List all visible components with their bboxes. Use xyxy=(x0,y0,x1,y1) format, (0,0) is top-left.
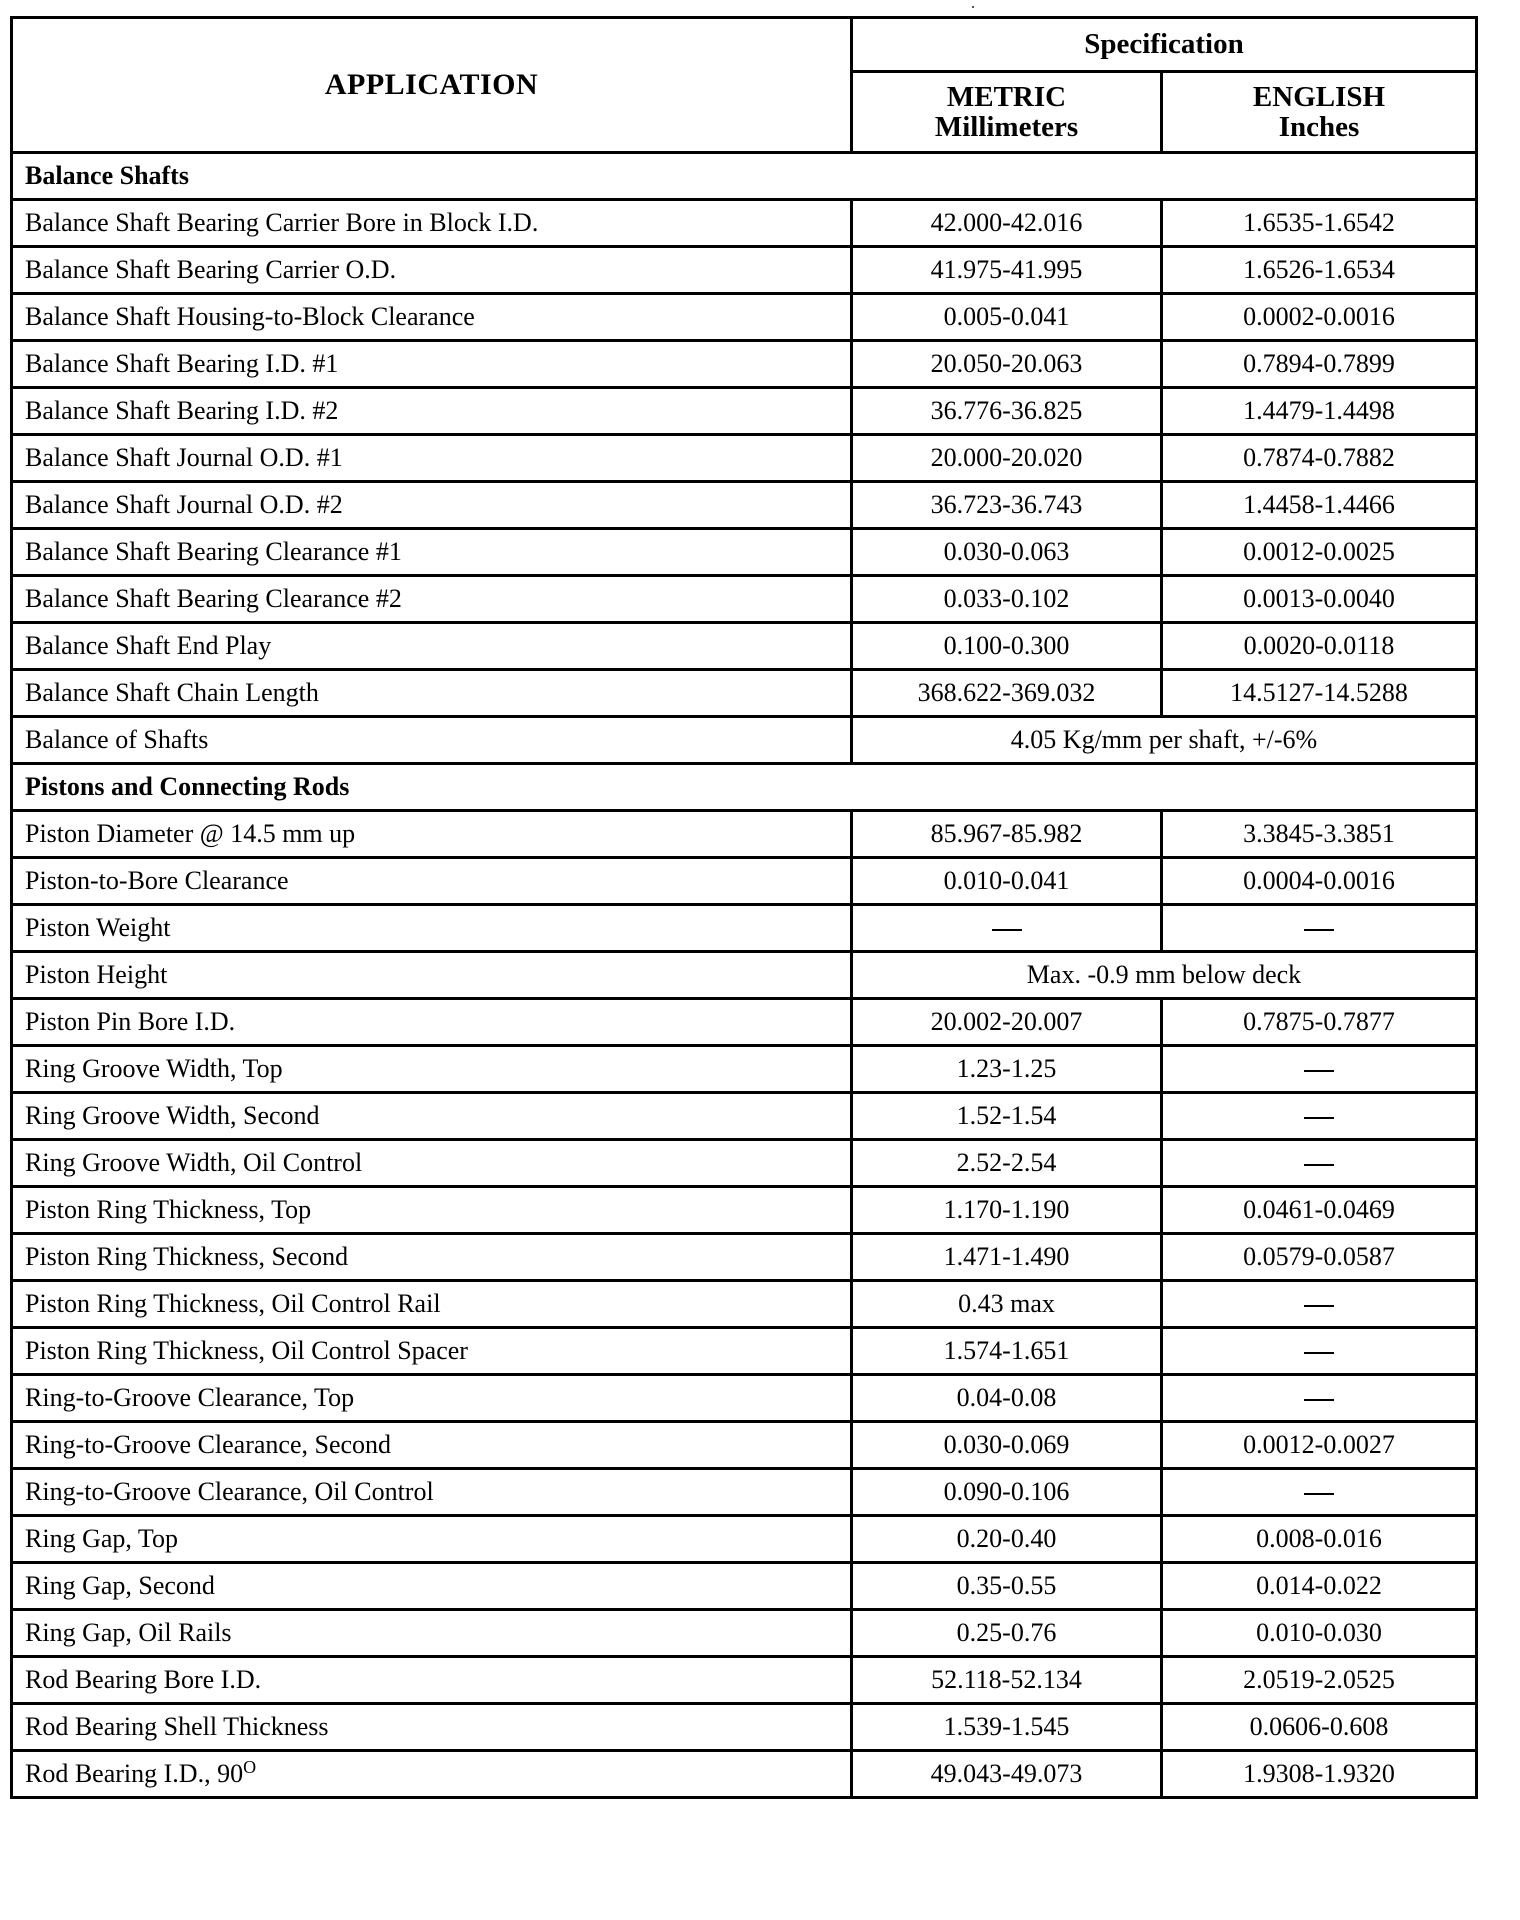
application-label: Balance Shaft Bearing Carrier Bore in Block I.D. xyxy=(25,208,539,237)
english-value: 0.0461-0.0469 xyxy=(1243,1195,1395,1224)
not-applicable-dash-icon xyxy=(1304,1164,1334,1166)
english-value-cell xyxy=(1162,1469,1477,1516)
section-title: Pistons and Connecting Rods xyxy=(12,764,1477,811)
metric-value: 85.967-85.982 xyxy=(930,819,1083,848)
english-value: 0.010-0.030 xyxy=(1256,1618,1382,1647)
metric-value-cell xyxy=(852,1610,1162,1657)
metric-value: 0.030-0.063 xyxy=(943,537,1070,566)
english-value-cell xyxy=(1162,1375,1477,1422)
application-cell xyxy=(12,905,852,952)
metric-value: 0.25-0.76 xyxy=(956,1618,1057,1647)
column-header-application: APPLICATION xyxy=(12,18,852,153)
metric-value: 41.975-41.995 xyxy=(930,255,1083,284)
application-cell xyxy=(12,1422,852,1469)
application-label: Ring Groove Width, Second xyxy=(25,1101,320,1130)
english-value-cell xyxy=(1162,529,1477,576)
application-label: Ring-to-Groove Clearance, Oil Control xyxy=(25,1477,434,1506)
metric-value-cell xyxy=(852,294,1162,341)
application-label: Balance Shaft Bearing Clearance #2 xyxy=(25,584,402,613)
metric-value-cell xyxy=(852,200,1162,247)
table-row xyxy=(12,1563,1477,1610)
application-cell xyxy=(12,294,852,341)
metric-title: METRIC xyxy=(946,81,1067,113)
application-label: Piston Ring Thickness, Second xyxy=(25,1242,349,1271)
application-label: Rod Bearing I.D., 90 xyxy=(25,1759,244,1788)
metric-value: 0.005-0.041 xyxy=(943,302,1070,331)
table-row xyxy=(12,1751,1477,1798)
application-cell xyxy=(12,1187,852,1234)
application-cell xyxy=(12,1328,852,1375)
metric-value-cell xyxy=(852,1751,1162,1798)
table-row xyxy=(12,670,1477,717)
english-value-cell xyxy=(1162,858,1477,905)
application-label: Piston Ring Thickness, Oil Control Spacer xyxy=(25,1336,468,1365)
english-value: 0.008-0.016 xyxy=(1256,1524,1382,1553)
application-cell xyxy=(12,529,852,576)
metric-value: 0.35-0.55 xyxy=(956,1571,1057,1600)
application-label: Piston-to-Bore Clearance xyxy=(25,866,289,895)
application-label: Balance of Shafts xyxy=(25,725,209,754)
english-value: 0.7894-0.7899 xyxy=(1243,349,1395,378)
not-applicable-dash-icon xyxy=(1304,1070,1334,1072)
metric-value-cell xyxy=(852,1093,1162,1140)
application-cell xyxy=(12,1281,852,1328)
english-value-cell xyxy=(1162,1422,1477,1469)
application-label: Ring Gap, Top xyxy=(25,1524,178,1553)
application-label: Balance Shaft Bearing Carrier O.D. xyxy=(25,255,397,284)
application-cell xyxy=(12,1375,852,1422)
table-row xyxy=(12,341,1477,388)
english-value-cell xyxy=(1162,341,1477,388)
metric-value: 0.030-0.069 xyxy=(943,1430,1070,1459)
metric-unit: Millimeters xyxy=(934,111,1079,143)
table-row xyxy=(12,435,1477,482)
application-label: Rod Bearing Shell Thickness xyxy=(25,1712,329,1741)
table-row xyxy=(12,1610,1477,1657)
metric-value-cell xyxy=(852,1469,1162,1516)
metric-value: 0.20-0.40 xyxy=(956,1524,1057,1553)
english-value: 0.0606-0.608 xyxy=(1249,1712,1389,1741)
application-cell xyxy=(12,623,852,670)
english-value-cell xyxy=(1162,1281,1477,1328)
metric-value-cell xyxy=(852,905,1162,952)
english-value-cell xyxy=(1162,435,1477,482)
english-value-cell xyxy=(1162,294,1477,341)
table-row xyxy=(12,1422,1477,1469)
section-header-row xyxy=(12,153,1477,200)
metric-value-cell xyxy=(852,623,1162,670)
metric-value-cell xyxy=(852,1281,1162,1328)
table-row xyxy=(12,1281,1477,1328)
table-row xyxy=(12,952,1477,999)
column-header-metric xyxy=(852,72,1162,153)
table-row xyxy=(12,200,1477,247)
metric-value-cell xyxy=(852,1328,1162,1375)
english-value-cell xyxy=(1162,623,1477,670)
application-label: Piston Ring Thickness, Oil Control Rail xyxy=(25,1289,441,1318)
table-row xyxy=(12,529,1477,576)
application-cell xyxy=(12,1657,852,1704)
metric-value: 1.574-1.651 xyxy=(943,1336,1070,1365)
table-header xyxy=(12,18,1477,153)
table-row xyxy=(12,811,1477,858)
application-cell xyxy=(12,1563,852,1610)
application-cell xyxy=(12,1234,852,1281)
application-cell xyxy=(12,1046,852,1093)
metric-value-cell xyxy=(852,388,1162,435)
metric-value-cell xyxy=(852,1704,1162,1751)
metric-value: 2.52-2.54 xyxy=(956,1148,1057,1177)
table-row xyxy=(12,1516,1477,1563)
metric-value-cell xyxy=(852,999,1162,1046)
table-row xyxy=(12,1375,1477,1422)
metric-value-cell xyxy=(852,1375,1162,1422)
table-row xyxy=(12,1704,1477,1751)
english-value: 1.6535-1.6542 xyxy=(1243,208,1395,237)
application-label: Piston Pin Bore I.D. xyxy=(25,1007,236,1036)
application-cell xyxy=(12,388,852,435)
english-value: 1.6526-1.6534 xyxy=(1243,255,1395,284)
not-applicable-dash-icon xyxy=(1304,1352,1334,1354)
english-value-cell xyxy=(1162,247,1477,294)
table-row xyxy=(12,905,1477,952)
english-value-cell xyxy=(1162,811,1477,858)
metric-value-cell xyxy=(852,1657,1162,1704)
table-row xyxy=(12,1046,1477,1093)
table-row xyxy=(12,576,1477,623)
application-label: Piston Ring Thickness, Top xyxy=(25,1195,312,1224)
english-value-cell xyxy=(1162,1516,1477,1563)
table-row xyxy=(12,1657,1477,1704)
table-row xyxy=(12,482,1477,529)
metric-value-cell xyxy=(852,1422,1162,1469)
application-label: Balance Shaft Bearing Clearance #1 xyxy=(25,537,402,566)
application-label: Balance Shaft Journal O.D. #2 xyxy=(25,490,343,519)
metric-value-cell xyxy=(852,670,1162,717)
column-header-english xyxy=(1162,72,1477,153)
application-label: Balance Shaft Bearing I.D. #2 xyxy=(25,396,339,425)
english-value: 0.0579-0.0587 xyxy=(1243,1242,1395,1271)
metric-value: 20.000-20.020 xyxy=(930,443,1083,472)
table-row xyxy=(12,999,1477,1046)
table-row xyxy=(12,623,1477,670)
english-value: 0.0004-0.0016 xyxy=(1243,866,1395,895)
english-value: 0.0012-0.0027 xyxy=(1243,1430,1395,1459)
metric-value: 0.100-0.300 xyxy=(943,631,1070,660)
application-cell xyxy=(12,1469,852,1516)
metric-value: 36.776-36.825 xyxy=(930,396,1083,425)
application-label: Balance Shaft Chain Length xyxy=(25,678,319,707)
english-value-cell xyxy=(1162,1657,1477,1704)
english-title: ENGLISH xyxy=(1252,81,1386,113)
english-value: 0.014-0.022 xyxy=(1256,1571,1382,1600)
english-value: 3.3845-3.3851 xyxy=(1243,819,1395,848)
application-cell xyxy=(12,576,852,623)
column-header-specification: Specification xyxy=(852,18,1477,72)
application-label: Rod Bearing Bore I.D. xyxy=(25,1665,262,1694)
english-value-cell xyxy=(1162,1187,1477,1234)
table-body xyxy=(12,153,1477,1798)
application-cell xyxy=(12,435,852,482)
application-cell xyxy=(12,999,852,1046)
english-value-cell xyxy=(1162,200,1477,247)
english-value-cell xyxy=(1162,388,1477,435)
combined-spec-cell: 4.05 Kg/mm per shaft, +/-6% xyxy=(852,717,1477,764)
english-unit: Inches xyxy=(1278,111,1360,143)
metric-value-cell xyxy=(852,247,1162,294)
application-cell xyxy=(12,717,852,764)
metric-value: 0.010-0.041 xyxy=(943,866,1070,895)
application-label: Piston Weight xyxy=(25,913,171,942)
application-cell xyxy=(12,1093,852,1140)
english-value: 0.7875-0.7877 xyxy=(1243,1007,1395,1036)
scan-speck xyxy=(972,6,974,8)
metric-value-cell xyxy=(852,576,1162,623)
english-value-cell xyxy=(1162,1328,1477,1375)
metric-value: 1.23-1.25 xyxy=(956,1054,1057,1083)
english-value: 0.7874-0.7882 xyxy=(1243,443,1395,472)
metric-value-cell xyxy=(852,1516,1162,1563)
table-row xyxy=(12,717,1477,764)
metric-value: 20.002-20.007 xyxy=(930,1007,1083,1036)
table-row xyxy=(12,858,1477,905)
metric-value: 49.043-49.073 xyxy=(930,1759,1083,1788)
metric-value: 20.050-20.063 xyxy=(930,349,1083,378)
table-row xyxy=(12,1234,1477,1281)
not-applicable-dash-icon xyxy=(1304,1493,1334,1495)
english-value: 14.5127-14.5288 xyxy=(1230,678,1408,707)
metric-value: 36.723-36.743 xyxy=(930,490,1083,519)
english-value: 1.4458-1.4466 xyxy=(1243,490,1395,519)
english-value: 0.0020-0.0118 xyxy=(1243,631,1395,660)
application-cell xyxy=(12,341,852,388)
metric-value: 0.43 max xyxy=(958,1289,1055,1318)
english-value-cell xyxy=(1162,905,1477,952)
metric-value: 0.033-0.102 xyxy=(943,584,1070,613)
application-label: Balance Shaft End Play xyxy=(25,631,272,660)
english-value-cell xyxy=(1162,1234,1477,1281)
metric-value-cell xyxy=(852,482,1162,529)
english-value-cell xyxy=(1162,1563,1477,1610)
metric-value: 0.090-0.106 xyxy=(943,1477,1070,1506)
english-value-cell xyxy=(1162,1704,1477,1751)
application-cell xyxy=(12,1751,852,1798)
application-cell xyxy=(12,1140,852,1187)
english-value-cell xyxy=(1162,1093,1477,1140)
application-label: Ring Gap, Second xyxy=(25,1571,215,1600)
application-label: Ring-to-Groove Clearance, Top xyxy=(25,1383,355,1412)
application-cell xyxy=(12,482,852,529)
application-cell xyxy=(12,1610,852,1657)
english-value-cell xyxy=(1162,1751,1477,1798)
table-row xyxy=(12,294,1477,341)
not-applicable-dash-icon xyxy=(992,929,1022,931)
application-cell xyxy=(12,952,852,999)
table-row xyxy=(12,1140,1477,1187)
metric-value: 1.539-1.545 xyxy=(943,1712,1070,1741)
application-cell xyxy=(12,200,852,247)
english-value-cell xyxy=(1162,670,1477,717)
metric-value: 368.622-369.032 xyxy=(917,678,1096,707)
not-applicable-dash-icon xyxy=(1304,929,1334,931)
metric-value-cell xyxy=(852,1046,1162,1093)
application-label: Ring Groove Width, Oil Control xyxy=(25,1148,363,1177)
application-label: Ring Gap, Oil Rails xyxy=(25,1618,232,1647)
table-row xyxy=(12,1093,1477,1140)
metric-value: 1.52-1.54 xyxy=(956,1101,1057,1130)
combined-spec-cell: Max. -0.9 mm below deck xyxy=(852,952,1477,999)
english-value: 2.0519-2.0525 xyxy=(1243,1665,1395,1694)
section-header-row xyxy=(12,764,1477,811)
section-title: Balance Shafts xyxy=(12,153,1477,200)
metric-value: 1.170-1.190 xyxy=(943,1195,1070,1224)
application-cell xyxy=(12,858,852,905)
english-value-cell xyxy=(1162,1046,1477,1093)
application-cell xyxy=(12,670,852,717)
table-row xyxy=(12,1187,1477,1234)
application-label: Balance Shaft Bearing I.D. #1 xyxy=(25,349,339,378)
application-cell xyxy=(12,247,852,294)
metric-value: 1.471-1.490 xyxy=(943,1242,1070,1271)
table-row xyxy=(12,388,1477,435)
metric-value-cell xyxy=(852,811,1162,858)
table-row xyxy=(12,1469,1477,1516)
english-value-cell xyxy=(1162,482,1477,529)
application-label: Piston Height xyxy=(25,960,168,989)
application-label: Piston Diameter @ 14.5 mm up xyxy=(25,819,356,848)
metric-value: 0.04-0.08 xyxy=(956,1383,1057,1412)
application-label: Ring Groove Width, Top xyxy=(25,1054,283,1083)
application-label: Balance Shaft Journal O.D. #1 xyxy=(25,443,343,472)
metric-value-cell xyxy=(852,341,1162,388)
metric-value-cell xyxy=(852,1187,1162,1234)
metric-value-cell xyxy=(852,529,1162,576)
metric-value: 52.118-52.134 xyxy=(931,1665,1082,1694)
table-row xyxy=(12,247,1477,294)
application-label: Balance Shaft Housing-to-Block Clearance xyxy=(25,302,475,331)
not-applicable-dash-icon xyxy=(1304,1305,1334,1307)
metric-value-cell xyxy=(852,858,1162,905)
metric-value: 42.000-42.016 xyxy=(930,208,1083,237)
application-label: Ring-to-Groove Clearance, Second xyxy=(25,1430,392,1459)
metric-value-cell xyxy=(852,1563,1162,1610)
application-cell xyxy=(12,811,852,858)
table-row xyxy=(12,1328,1477,1375)
english-value-cell xyxy=(1162,1610,1477,1657)
english-value: 1.4479-1.4498 xyxy=(1243,396,1395,425)
degree-symbol: O xyxy=(243,1757,257,1777)
metric-value-cell xyxy=(852,435,1162,482)
english-value: 0.0013-0.0040 xyxy=(1243,584,1395,613)
application-cell xyxy=(12,1704,852,1751)
english-value-cell xyxy=(1162,999,1477,1046)
not-applicable-dash-icon xyxy=(1304,1399,1334,1401)
not-applicable-dash-icon xyxy=(1304,1117,1334,1119)
english-value-cell xyxy=(1162,1140,1477,1187)
metric-value-cell xyxy=(852,1140,1162,1187)
engine-specification-table xyxy=(10,16,1478,1799)
english-value: 1.9308-1.9320 xyxy=(1243,1759,1395,1788)
application-cell xyxy=(12,1516,852,1563)
metric-value-cell xyxy=(852,1234,1162,1281)
english-value-cell xyxy=(1162,576,1477,623)
english-value: 0.0012-0.0025 xyxy=(1243,537,1395,566)
english-value: 0.0002-0.0016 xyxy=(1243,302,1395,331)
